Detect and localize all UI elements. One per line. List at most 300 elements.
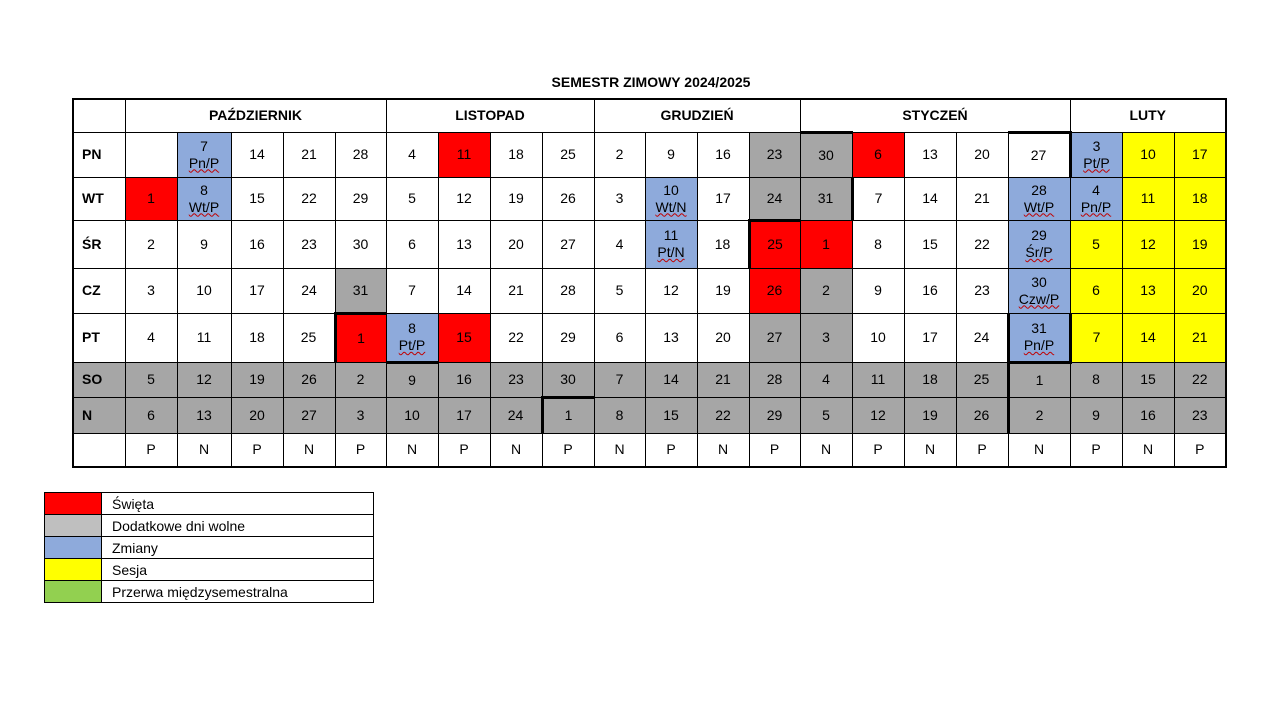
day-cell — [335, 397, 386, 433]
day-cell — [177, 177, 231, 220]
day-cell — [956, 220, 1008, 268]
day-number: 14 — [922, 190, 938, 206]
day-number: 7 — [408, 282, 416, 298]
legend-swatch — [45, 515, 102, 537]
week-type-cell: P — [125, 433, 177, 467]
month-header: PAŹDZIERNIK — [125, 99, 386, 132]
day-cell — [1122, 313, 1174, 362]
day-cell — [1174, 132, 1226, 177]
day-number: 29 — [560, 329, 576, 345]
day-number: 13 — [922, 146, 938, 162]
day-cell — [542, 177, 594, 220]
day-cell — [904, 220, 956, 268]
day-number: 3 — [1092, 137, 1101, 154]
legend — [44, 492, 374, 603]
day-cell — [283, 362, 335, 397]
day-number: 4 — [615, 235, 624, 252]
day-cell — [594, 177, 645, 220]
schedule-change-note: Wt/P — [188, 198, 220, 215]
day-number: 9 — [408, 371, 416, 388]
day-cell — [335, 220, 386, 268]
legend-label: Dodatkowe dni wolne — [102, 515, 374, 537]
week-type-cell: P — [1070, 433, 1122, 467]
day-number: 26 — [301, 371, 317, 387]
day-cell — [594, 268, 645, 313]
week-type-cell: N — [177, 433, 231, 467]
day-number: 26 — [973, 406, 990, 423]
day-number: 31 — [352, 281, 369, 298]
day-number: 25 — [767, 236, 783, 252]
day-cell — [749, 177, 800, 220]
day-number: 25 — [300, 329, 317, 345]
day-number: 15 — [249, 190, 265, 206]
day-cell — [542, 268, 594, 313]
day-number: 18 — [508, 146, 524, 162]
day-cell — [386, 177, 438, 220]
day-number: 24 — [973, 329, 990, 345]
day-number: 30 — [560, 370, 576, 387]
day-cell — [438, 313, 490, 362]
day-cell — [490, 313, 542, 362]
day-cell — [1174, 362, 1226, 397]
day-cell — [800, 268, 852, 313]
day-cell — [542, 220, 594, 268]
day-number: 16 — [456, 371, 472, 387]
day-cell — [645, 132, 697, 177]
day-number: 14 — [456, 282, 472, 298]
day-cell — [283, 220, 335, 268]
day-cell — [697, 397, 749, 433]
day-number: 11 — [1140, 190, 1156, 206]
day-number: 21 — [974, 190, 990, 206]
day-number: 12 — [663, 282, 679, 298]
day-cell — [645, 362, 697, 397]
day-number: 18 — [1191, 190, 1208, 206]
day-number: 6 — [874, 146, 882, 162]
day-number: 17 — [922, 329, 938, 345]
day-number: 2 — [356, 371, 365, 387]
day-number: 30 — [352, 235, 369, 252]
day-number: 2 — [615, 146, 624, 162]
day-number: 10 — [196, 282, 212, 298]
day-number: 9 — [874, 282, 882, 298]
day-cell — [956, 397, 1008, 433]
week-type-cell: N — [800, 433, 852, 467]
day-number: 5 — [615, 282, 624, 298]
day-cell — [125, 397, 177, 433]
semester-calendar — [72, 98, 1227, 468]
week-type-cell: P — [231, 433, 283, 467]
day-cell — [594, 313, 645, 362]
day-label: PN — [73, 132, 125, 177]
week-type-cell: P — [1174, 433, 1226, 467]
schedule-change-note: Pt/P — [398, 337, 426, 353]
day-number: 20 — [974, 146, 990, 162]
day-number: 16 — [715, 146, 731, 162]
day-cell — [749, 397, 800, 433]
day-number: 17 — [249, 282, 265, 298]
day-cell — [852, 268, 904, 313]
day-number: 24 — [766, 189, 783, 206]
day-number: 23 — [508, 371, 524, 387]
day-cell — [283, 313, 335, 362]
day-number: 27 — [301, 406, 317, 423]
week-type-cell: P — [645, 433, 697, 467]
day-number: 19 — [715, 282, 731, 298]
day-cell — [125, 220, 177, 268]
day-number: 14 — [1140, 329, 1156, 345]
day-cell — [438, 132, 490, 177]
day-cell — [177, 313, 231, 362]
day-cell — [594, 220, 645, 268]
schedule-change-note: Czw/P — [1018, 290, 1060, 307]
day-number: 2 — [147, 235, 155, 252]
day-number: 23 — [1191, 406, 1208, 423]
week-type-cell: N — [490, 433, 542, 467]
day-number: 12 — [196, 371, 212, 387]
day-cell — [800, 397, 852, 433]
day-number: 8 — [200, 181, 208, 198]
day-cell — [852, 132, 904, 177]
day-number: 7 — [874, 190, 883, 206]
day-number: 9 — [667, 146, 675, 162]
week-type-cell: N — [697, 433, 749, 467]
day-cell — [125, 313, 177, 362]
day-number: 22 — [301, 190, 317, 206]
day-cell — [542, 132, 594, 177]
day-number: 31 — [1031, 320, 1047, 336]
day-number: 20 — [508, 235, 524, 252]
legend-label: Przerwa międzysemestralna — [102, 581, 374, 603]
day-cell — [904, 177, 956, 220]
week-type-cell: P — [542, 433, 594, 467]
day-number: 7 — [200, 137, 208, 154]
day-number: 22 — [1191, 371, 1208, 387]
day-number: 1 — [822, 235, 830, 252]
day-cell — [231, 268, 283, 313]
day-label: CZ — [73, 268, 125, 313]
day-number: 15 — [456, 329, 472, 345]
day-cell — [956, 313, 1008, 362]
day-number: 8 — [874, 235, 882, 252]
day-number: 9 — [1092, 406, 1100, 423]
day-number: 13 — [456, 235, 472, 252]
schedule-change-note: Pn/P — [1080, 198, 1112, 215]
day-number: 1 — [564, 407, 573, 423]
day-cell — [594, 132, 645, 177]
day-number: 15 — [663, 406, 679, 423]
week-type-cell: N — [386, 433, 438, 467]
day-cell — [1008, 132, 1070, 177]
day-cell — [1122, 268, 1174, 313]
day-cell — [1070, 397, 1122, 433]
day-number: 26 — [560, 190, 576, 206]
day-number: 28 — [352, 146, 369, 162]
week-type-cell: P — [335, 433, 386, 467]
day-label: WT — [73, 177, 125, 220]
day-number: 6 — [615, 329, 624, 345]
day-number: 22 — [508, 329, 524, 345]
day-cell — [852, 397, 904, 433]
day-number: 28 — [1031, 181, 1047, 198]
day-cell — [697, 313, 749, 362]
day-cell — [697, 132, 749, 177]
day-number: 30 — [818, 146, 834, 163]
day-number: 12 — [1140, 235, 1156, 252]
day-number: 23 — [974, 282, 990, 298]
day-cell — [490, 132, 542, 177]
day-number: 7 — [1092, 329, 1101, 345]
legend-swatch — [45, 493, 102, 515]
day-cell — [1122, 220, 1174, 268]
day-number: 5 — [408, 190, 416, 206]
day-cell — [800, 177, 852, 220]
day-cell — [386, 132, 438, 177]
legend-label: Zmiany — [102, 537, 374, 559]
day-label: N — [73, 397, 125, 433]
day-cell — [386, 313, 438, 362]
day-cell — [749, 220, 800, 268]
day-cell — [386, 362, 438, 397]
day-cell — [697, 177, 749, 220]
day-number: 3 — [147, 282, 155, 298]
day-number: 19 — [1191, 235, 1208, 252]
day-cell — [904, 313, 956, 362]
day-cell — [438, 268, 490, 313]
day-cell — [125, 177, 177, 220]
day-cell — [852, 177, 904, 220]
day-cell — [386, 220, 438, 268]
day-number: 31 — [817, 190, 834, 206]
day-number: 5 — [147, 371, 155, 387]
day-cell — [335, 313, 386, 362]
schedule-change-note: Pn/P — [188, 154, 220, 171]
day-cell — [1070, 268, 1122, 313]
day-number: 5 — [822, 406, 830, 423]
day-number: 16 — [1140, 406, 1156, 423]
day-cell — [125, 362, 177, 397]
day-cell — [438, 362, 490, 397]
day-cell — [1008, 177, 1070, 220]
day-cell — [749, 313, 800, 362]
schedule-change-note: Śr/P — [1025, 244, 1053, 260]
day-number: 14 — [663, 371, 679, 387]
day-cell — [1122, 362, 1174, 397]
day-cell — [283, 177, 335, 220]
day-cell — [438, 177, 490, 220]
day-cell — [645, 268, 697, 313]
day-cell — [438, 220, 490, 268]
day-number: 16 — [249, 235, 265, 252]
day-number: 27 — [560, 235, 576, 252]
day-number: 1 — [357, 329, 365, 346]
day-cell — [177, 220, 231, 268]
week-type-cell: P — [956, 433, 1008, 467]
day-number: 2 — [822, 282, 830, 298]
week-type-cell: P — [438, 433, 490, 467]
day-cell — [904, 362, 956, 397]
day-number: 29 — [766, 406, 783, 423]
day-cell — [749, 362, 800, 397]
week-type-cell: N — [1122, 433, 1174, 467]
day-number: 8 — [1092, 371, 1100, 387]
day-cell — [697, 220, 749, 268]
day-number: 29 — [1031, 227, 1047, 243]
schedule-change-note: Wt/P — [1023, 198, 1055, 215]
day-cell — [1008, 220, 1070, 268]
day-cell — [386, 397, 438, 433]
week-type-cell: N — [1008, 433, 1070, 467]
day-cell — [1174, 313, 1226, 362]
day-cell — [956, 362, 1008, 397]
legend-swatch — [45, 537, 102, 559]
day-cell — [904, 268, 956, 313]
day-number: 24 — [301, 282, 317, 298]
day-number: 4 — [408, 146, 416, 162]
day-cell — [645, 177, 697, 220]
legend-swatch — [45, 581, 102, 603]
day-number: 6 — [147, 406, 155, 423]
day-number: 1 — [1035, 371, 1044, 388]
day-number: 26 — [766, 282, 783, 298]
day-number: 10 — [404, 406, 420, 423]
day-cell — [283, 268, 335, 313]
day-cell — [1122, 132, 1174, 177]
day-cell — [542, 397, 594, 433]
day-cell — [231, 132, 283, 177]
day-cell — [1122, 397, 1174, 433]
day-cell — [904, 397, 956, 433]
day-cell — [283, 397, 335, 433]
week-type-cell: P — [749, 433, 800, 467]
day-number: 22 — [974, 235, 990, 252]
day-number: 17 — [1191, 146, 1208, 162]
day-number: 2 — [1035, 406, 1044, 423]
day-cell — [594, 397, 645, 433]
day-number: 8 — [408, 320, 416, 336]
day-cell — [1008, 313, 1070, 362]
day-number: 5 — [1092, 235, 1100, 252]
month-header: LUTY — [1070, 99, 1226, 132]
day-cell — [542, 362, 594, 397]
day-number: 3 — [822, 329, 830, 345]
day-number: 6 — [408, 235, 416, 252]
legend-label: Sesja — [102, 559, 374, 581]
week-type-cell: N — [594, 433, 645, 467]
day-number: 20 — [1191, 282, 1208, 298]
day-number: 17 — [715, 190, 731, 206]
day-number: 10 — [1140, 146, 1156, 162]
day-cell — [1070, 220, 1122, 268]
day-number: 10 — [663, 181, 679, 198]
day-number: 11 — [196, 329, 212, 345]
day-cell — [231, 362, 283, 397]
day-cell — [645, 313, 697, 362]
schedule-change-note: Pn/P — [1023, 337, 1055, 353]
day-number: 24 — [507, 406, 524, 423]
day-number: 7 — [615, 371, 624, 387]
page-title: SEMESTR ZIMOWY 2024/2025 — [551, 74, 751, 90]
day-cell — [335, 177, 386, 220]
day-number: 13 — [663, 329, 679, 345]
day-cell — [1122, 177, 1174, 220]
day-number: 23 — [766, 146, 783, 162]
day-cell — [542, 313, 594, 362]
week-type-cell: N — [283, 433, 335, 467]
day-number: 1 — [147, 190, 155, 206]
day-number: 23 — [301, 235, 317, 252]
day-number: 28 — [560, 282, 576, 298]
day-number: 3 — [356, 406, 365, 423]
schedule-change-note: Wt/N — [655, 198, 687, 215]
month-header: GRUDZIEŃ — [594, 99, 800, 132]
day-number: 27 — [1030, 146, 1047, 163]
day-number: 12 — [870, 406, 886, 423]
day-cell — [852, 313, 904, 362]
day-number: 21 — [715, 371, 731, 387]
day-number: 11 — [663, 227, 679, 243]
day-cell — [697, 268, 749, 313]
day-number: 25 — [973, 371, 990, 387]
day-cell — [231, 397, 283, 433]
day-cell — [800, 313, 852, 362]
day-number: 13 — [1140, 282, 1156, 298]
day-number: 17 — [456, 406, 472, 423]
day-number: 11 — [456, 146, 472, 162]
day-cell — [490, 177, 542, 220]
day-number: 16 — [922, 282, 938, 298]
day-number: 29 — [352, 190, 369, 206]
day-cell — [852, 362, 904, 397]
day-cell — [231, 313, 283, 362]
day-cell — [1070, 132, 1122, 177]
day-cell — [177, 397, 231, 433]
day-cell — [125, 268, 177, 313]
day-number: 18 — [249, 329, 265, 345]
day-label: PT — [73, 313, 125, 362]
day-cell — [490, 362, 542, 397]
day-cell — [749, 268, 800, 313]
day-cell — [956, 132, 1008, 177]
day-number: 4 — [1092, 181, 1100, 198]
day-cell — [125, 132, 177, 177]
day-cell — [283, 132, 335, 177]
day-cell — [645, 220, 697, 268]
day-number: 25 — [560, 146, 576, 162]
day-cell — [956, 177, 1008, 220]
day-number: 19 — [249, 371, 265, 387]
day-cell — [231, 220, 283, 268]
day-number: 21 — [1191, 329, 1208, 345]
day-label: ŚR — [73, 220, 125, 268]
day-cell — [335, 362, 386, 397]
legend-swatch — [45, 559, 102, 581]
day-cell — [1174, 397, 1226, 433]
day-cell — [1070, 362, 1122, 397]
day-cell — [1070, 177, 1122, 220]
day-cell — [177, 132, 231, 177]
day-cell — [490, 220, 542, 268]
day-number: 20 — [249, 406, 265, 423]
day-label: SO — [73, 362, 125, 397]
day-cell — [852, 220, 904, 268]
day-cell — [1070, 313, 1122, 362]
day-number: 18 — [714, 235, 731, 252]
day-cell — [177, 362, 231, 397]
day-cell — [1174, 220, 1226, 268]
week-type-cell: P — [852, 433, 904, 467]
day-number: 18 — [922, 371, 938, 387]
